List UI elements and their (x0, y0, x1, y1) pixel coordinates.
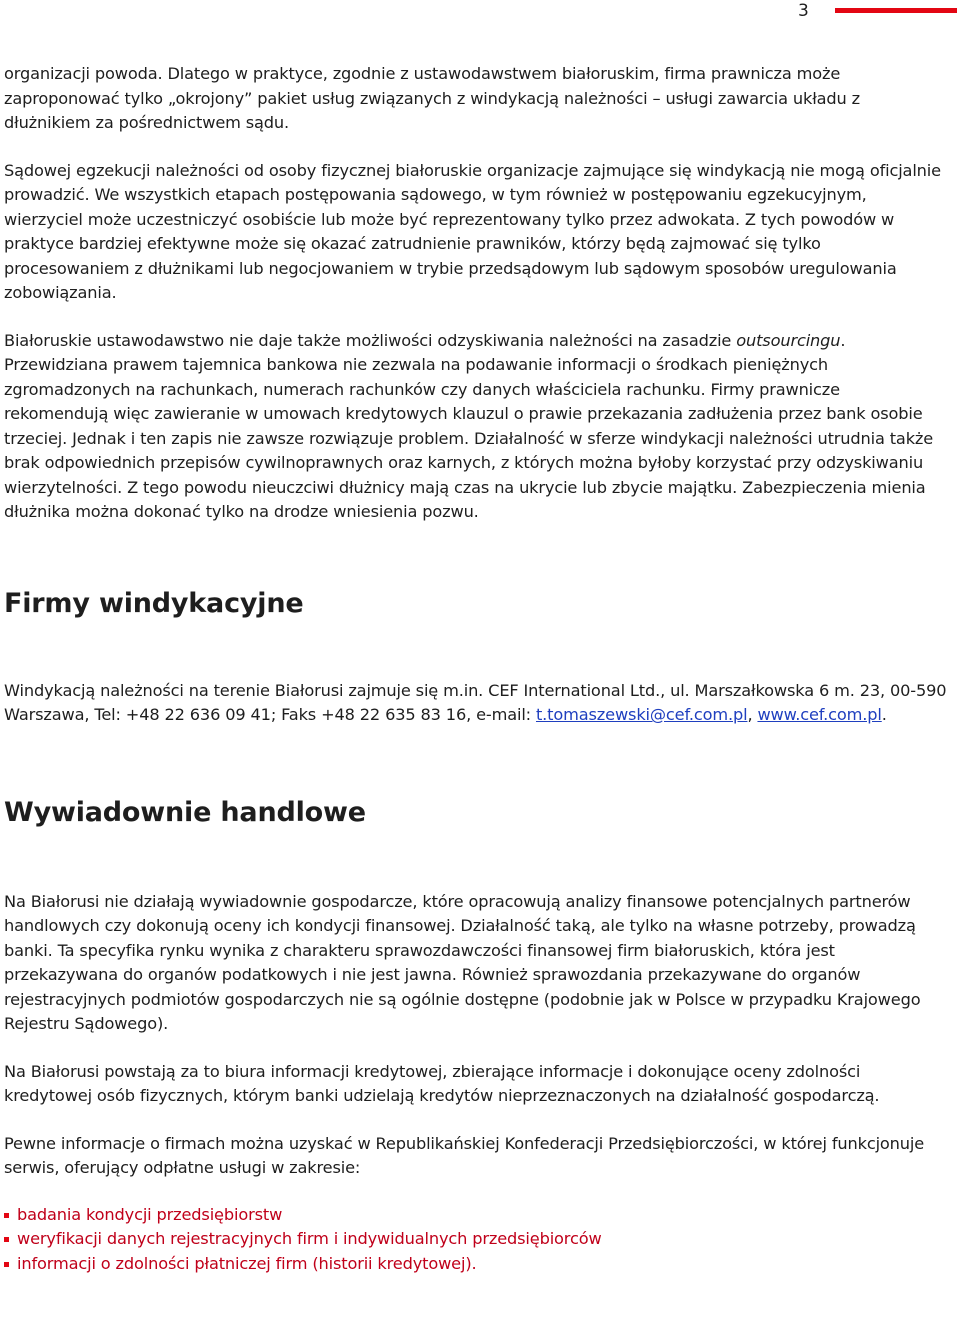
paragraph-no-credit-agencies: Na Białorusi nie działają wywiadownie gospodarcze, które opracowują analizy finansowe potencjalnych partnerów handlowych czy dokonują oceny ich kondycji finansowej. Działalność taką, ale tylko na własne potrzeby, prowadzą banki. Ta specyfika rynku wynika z charakteru sprawozdawczości finansowej firm białoruskich, która jest przekazywana do organów podatkowych i nie jest jawna. Również sprawozdania przekazywane do organów rejestracyjnych podmiotów gospodarczych nie są ogólnie dostępne (podobnie jak w Polsce w przypadku Krajowego Rejestru Sądowego). (4, 891, 921, 1033)
paragraph-court-enforcement: Sądowej egzekucji należności od osoby fizycznej białoruskie organizacje zajmujące się windykacją nie mogą oficjalnie prowadzić. We wszystkich etapach postępowania sądowego, w tym również w postępowaniu egzekucyjnym, wierzyciel może uczestniczyć osobiście lub może być reprezentowany tylko przez adwokata. Z tych powodów w praktyce bardziej efektywne może się okazać zatrudnienie prawników, którzy będą zajmować się tylko procesowaniem z dłużnikami lub negocjowaniem w trybie przedsądowym lub sądowym sposobów uregulowania zobowiązania. (4, 160, 941, 302)
paragraph-cef-contact (4, 679, 949, 728)
paragraph-court-mediation: organizacji powoda. Dlatego w praktyce, zgodnie z ustawodawstwem białoruskim, firma prawnicza może zaproponować tylko „okrojony” pakiet usług związanych z windykacją należności – usługi zawarcia układu z dłużnikiem za pośrednictwem sądu. (4, 64, 860, 132)
list-item-text: badania kondycji przedsiębiorstw (17, 1204, 283, 1224)
services-list (4, 1203, 949, 1277)
list-item-text: informacji o zdolności płatniczej firm (historii kredytowej). (17, 1253, 477, 1273)
list-item (4, 1227, 949, 1252)
header-accent-bar (835, 8, 957, 13)
bullet-icon (4, 1213, 9, 1218)
list-item (4, 1252, 949, 1277)
heading-debt-collection-firms: Firmy windykacyjne (4, 587, 304, 619)
list-item-text: weryfikacji danych rejestracyjnych firm i indywidualnych przedsiębiorców (17, 1229, 602, 1248)
outsourcing-term: outsourcingu (736, 330, 841, 350)
page-number: 3 (798, 1, 809, 21)
contact-end: . (881, 705, 887, 724)
paragraph-outsourcing (4, 329, 949, 525)
bullet-icon (4, 1262, 9, 1267)
list-item (4, 1203, 949, 1228)
bullet-icon (4, 1237, 9, 1242)
contact-separator: , (747, 705, 758, 724)
document-body (4, 62, 949, 1276)
heading-credit-agencies: Wywiadownie handlowe (4, 796, 366, 828)
paragraph-outsourcing-start: Białoruskie ustawodawstwo nie daje także możliwości odzyskiwania należności na zasadzie (4, 330, 737, 350)
website-link[interactable]: www.cef.com.pl (757, 705, 882, 724)
paragraph-credit-bureaus: Na Białorusi powstają za to biura informacji kredytowej, zbierające informacje i dokonujące oceny zdolności kredytowej osób fizycznych, którym banki udzielają kredytów nieprzeznaczonych na działalność gospodarczą. (4, 1061, 880, 1105)
email-link[interactable]: t.tomaszewski@cef.com.pl (535, 705, 748, 724)
paragraph-outsourcing-rest: . Przewidziana prawem tajemnica bankowa nie zezwala na podawanie informacji o środkach pieniężnych zgromadzonych na rachunkach, numerach rachunków czy danych właściciela rachunku. Firmy prawnicze rekomendują więc zawieranie w umowach kredytowych klauzul o prawie przekazania zadłużenia przez bank osobie trzeciej. Jednak i ten zapis nie zawsze rozwiązuje problem. Działalność w sferze windykacji należności utrudnia także brak odpowiednich przepisów cywilnoprawnych oraz karnych, z których można byłoby korzystać przy odzyskiwaniu wierzytelności. Z tego powodu nieuczciwi dłużnicy mają czas na ukrycie lub zbycie majątku. Zabezpieczenia mienia dłużnika można dokonać tylko na drodze wniesienia pozwu. (4, 330, 934, 521)
paragraph-confederation: Pewne informacje o firmach można uzyskać w Republikańskiej Konfederacji Przedsiębiorczości, w której funkcjonuje serwis, oferujący odpłatne usługi w zakresie: (4, 1133, 925, 1177)
cef-contact-text: Windykacją należności na terenie Białorusi zajmuje się m.in. CEF International Ltd., ul. Marszałkowska 6 m. 23, 00-590 Warszawa, Tel: +48 22 636 09 41; Faks +48 22 635 83 16, e-mail: (4, 680, 947, 724)
